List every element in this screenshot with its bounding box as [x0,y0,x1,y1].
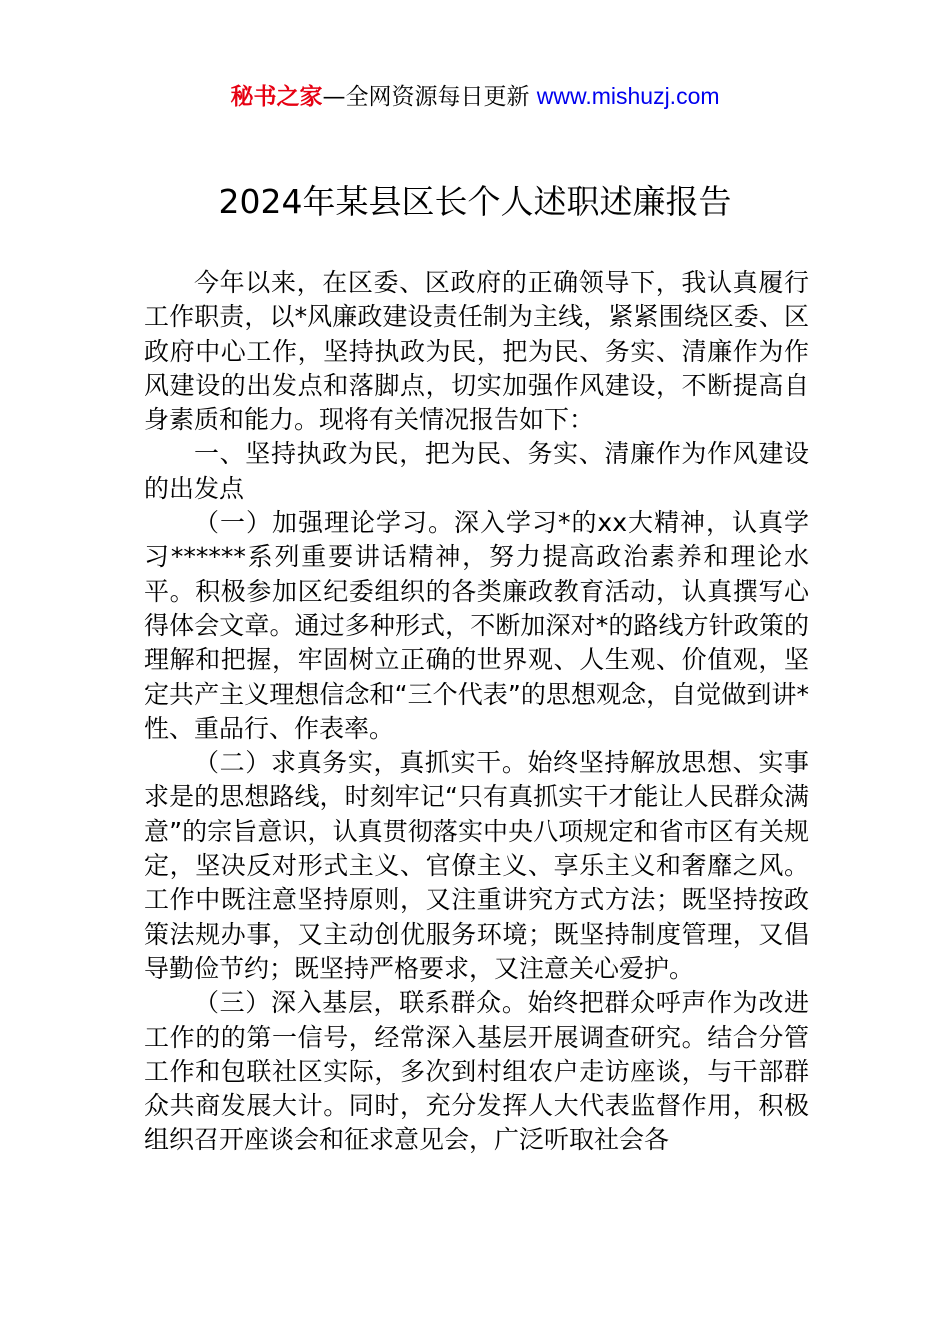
paragraph-grassroots: （三）深入基层，联系群众。始终把群众呼声作为改进工作的的第一信号，经常深入基层开展调查研究。结合分管工作和包联社区实际，多次到村组农户走访座谈，与干部群众共商发展大计。同时，充分发挥人大代表监督作用，积极组织召开座谈会和征求意见会，广泛听取社会各 [144,988,809,1155]
brand-name: 秘书之家 [230,84,323,110]
paragraph-intro: 今年以来，在区委、区政府的正确领导下，我认真履行工作职责，以*风廉政建设责任制为主线，紧紧围绕区委、区政府中心工作，坚持执政为民，把为民、务实、清廉作为作风建设的出发点和落脚点，切实加强作风建设，不断提高自身素质和能力。现将有关情况报告如下： [144,268,809,435]
document-title: 2024年某县区长个人述职述廉报告 [218,182,732,221]
paragraph-theory-study: （一）加强理论学习。深入学习*的xx大精神，认真学习******系列重要讲话精神，努力提高政治素养和理论水平。积极参加区纪委组织的各类廉政教育活动，认真撰写心得体会文章。通过多种形式，不断加深对*的路线方针政策的理解和把握，牢固树立正确的世界观、人生观、价值观，坚定共产主义理想信念和“三个代表”的思想观念，自觉做到讲*性、重品行、作表率。 [144,508,809,743]
paragraph-practical-work: （二）求真务实，真抓实干。始终坚持解放思想、实事求是的思想路线，时刻牢记“只有真抓实干才能让人民群众满意”的宗旨意识，认真贯彻落实中央八项规定和省市区有关规定，坚决反对形式主义、官僚主义、享乐主义和奢靡之风。工作中既注意坚持原则，又注重讲究方式方法；既坚持按政策法规办事，又主动创优服务环境；既坚持制度管理，又倡导勤俭节约；既坚持严格要求，又注意关心爱护。 [144,748,809,983]
site-url-link[interactable]: www.mishuzj.com [536,83,720,109]
document-body [144,266,809,1158]
site-header [0,80,950,113]
section-heading-1: 一、坚持执政为民，把为民、务实、清廉作为作风建设的出发点 [144,439,809,503]
header-tagline: —全网资源每日更新 [322,84,537,110]
